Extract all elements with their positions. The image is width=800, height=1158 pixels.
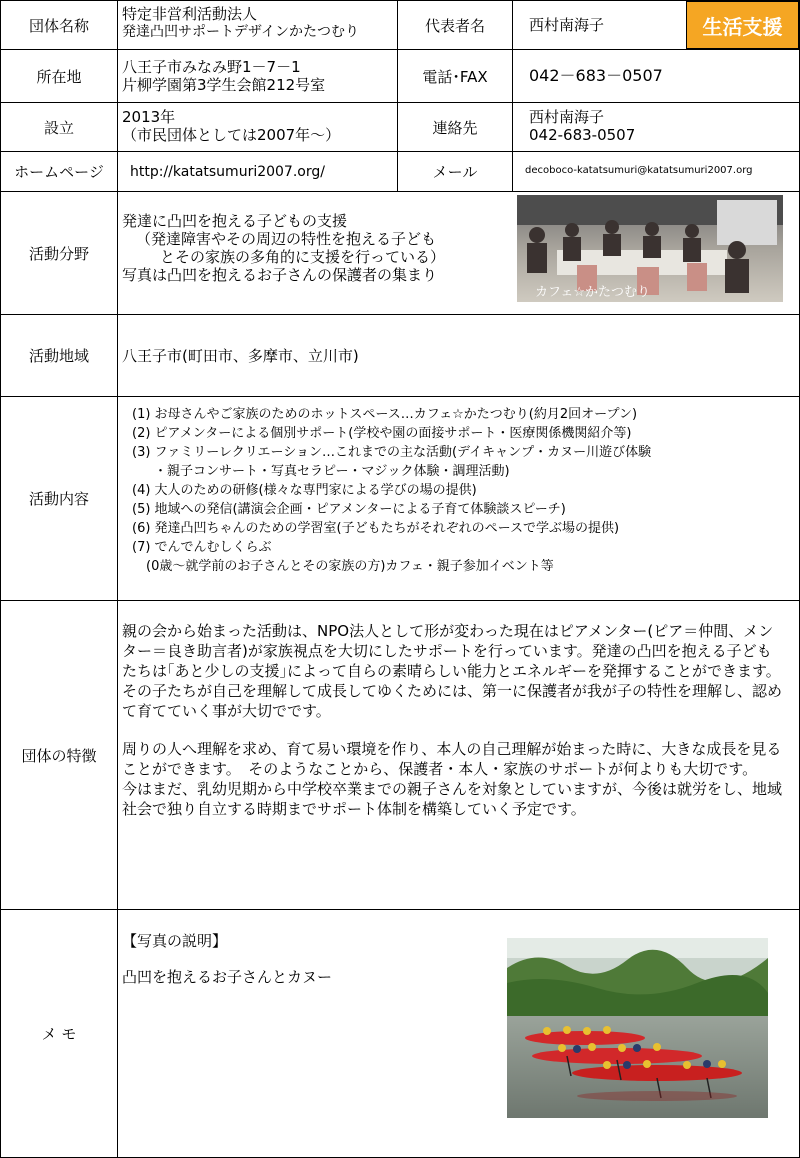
addr-line2: 片柳学園第3学生会館212号室 [122, 76, 326, 94]
content-item: (5) 地域への発信(講演会企画・ピアメンターによる子育て体験談スピーチ) [132, 502, 566, 517]
contact-line2: 042-683-0507 [529, 126, 636, 144]
est-value-cell [117, 102, 398, 152]
contact-label-cell [397, 102, 513, 152]
category-badge: 生活支援 [686, 1, 799, 49]
field-line1: 発達に凸凹を抱える子どもの支援 [122, 212, 348, 230]
field-line3: とその家族の多角的に支援を行っている） [160, 248, 446, 266]
feature-para1: 親の会から始まった活動は、NPO法人として形が変わった現在はピアメンター(ピア＝仲間、メンター＝良き助言者)が家族視点を大切にしたサポートを行っています。発達の凸凹を抱える子どもたちは｢あと少しの支援｣によって自らの素晴らしい能力とエネルギーを発揮することができます。その子たちが自己を理解して成長してゆくためには、第一に保護者が我が子の特性を理解し、認めて育てていく事が大切でです。 [122, 622, 783, 720]
name-label: 団体名称 [28, 16, 89, 35]
est-label-cell [0, 102, 118, 152]
content-value-cell [117, 396, 800, 601]
contact-line1: 西村南海子 [529, 108, 605, 126]
est-line1: 2013年 [122, 108, 176, 126]
memo-text: 凸凹を抱えるお子さんとカヌー [122, 968, 333, 986]
feature-value-cell [117, 600, 800, 910]
addr-line1: 八王子市みなみ野1－7－1 [122, 58, 301, 76]
area-value-cell [117, 314, 800, 397]
name-label-cell [0, 0, 118, 50]
memo-heading: 【写真の説明】 [122, 932, 228, 950]
hp-label-cell [0, 151, 118, 192]
mail-label: メール [432, 163, 478, 181]
content-label: 活動内容 [28, 490, 89, 508]
addr-value-cell [117, 49, 398, 103]
memo-label: メ モ [41, 1025, 77, 1043]
canoe-photo [507, 938, 768, 1118]
content-item: (6) 発達凸凹ちゃんのための学習室(子どもたちがそれぞれのペースで学ぶ場の提供) [132, 521, 620, 536]
hp-label: ホームページ [14, 163, 104, 181]
content-item: (1) お母さんやご家族のためのホットスペース…カフェ☆かたつむり(約月2回オープン) [132, 407, 638, 422]
rep-value: 西村南海子 [529, 16, 605, 34]
field-line4: 写真は凸凹を抱えるお子さんの保護者の集まり [122, 266, 438, 284]
content-item: (0歳～就学前のお子さんとその家族の方)カフェ・親子参加イベント等 [146, 559, 554, 574]
mail-label-cell [397, 151, 513, 192]
addr-label-cell [0, 49, 118, 103]
est-line2: （市民団体としては2007年～） [122, 126, 341, 144]
area-value: 八王子市(町田市、多摩市、立川市) [122, 347, 359, 365]
tel-value-cell [512, 49, 800, 103]
addr-label: 所在地 [36, 67, 82, 86]
feature-para3: 今はまだ、乳幼児期から中学校卒業までの親子さんを対象としていますが、今後は就労をし、地域社会で独り自立する時期までサポート体制を構築していく予定です。 [122, 780, 783, 818]
area-label: 活動地域 [28, 347, 89, 365]
content-item: (4) 大人のための研修(様々な専門家による学びの場の提供) [132, 483, 477, 498]
tel-value: 042－683－0507 [529, 66, 663, 85]
field-line2: （発達障害やその周辺の特性を抱える子ども [136, 230, 437, 248]
name-value-cell [117, 0, 398, 50]
tel-label-cell [397, 49, 513, 103]
photo-caption: カフェ☆かたつむり [535, 285, 651, 300]
contact-label: 連絡先 [432, 118, 478, 137]
tel-label: 電話･FAX [422, 67, 488, 86]
name-line1: 特定非営利活動法人 [122, 5, 258, 23]
field-label-cell [0, 191, 118, 315]
field-label: 活動分野 [28, 244, 89, 263]
content-item: (7) でんでんむしくらぶ [132, 540, 272, 555]
feature-label: 団体の特徴 [21, 746, 97, 765]
rep-label: 代表者名 [424, 16, 485, 35]
feature-label-cell [0, 600, 118, 910]
name-line2: 発達凸凹サポートデザインかたつむり [122, 24, 360, 40]
content-label-cell [0, 396, 118, 601]
feature-para2: 周りの人へ理解を求め、育て易い環境を作り、本人の自己理解が始まった時に、大きな成長を見ることができます。 そのようなことから、保護者・本人・家族のサポートが何よりも大切です。 [122, 740, 782, 778]
mail-value-cell [512, 151, 800, 192]
homepage-link[interactable]: http://katatsumuri2007.org/ [130, 164, 325, 180]
contact-value-cell [512, 102, 800, 152]
rep-label-cell [397, 0, 513, 50]
content-item: (3) ファミリーレクリエーション…これまでの主な活動(デイキャンプ・カヌー川遊び体験 [132, 445, 652, 460]
memo-label-cell [0, 909, 118, 1158]
cafe-meeting-photo [517, 195, 783, 302]
content-item: ・親子コンサート・写真セラピー・マジック体験・調理活動) [154, 464, 510, 479]
area-label-cell [0, 314, 118, 397]
est-label: 設立 [43, 118, 74, 137]
email-link[interactable]: decoboco-katatsumuri@katatsumuri2007.org [525, 165, 753, 176]
hp-value-cell [117, 151, 398, 192]
content-item: (2) ピアメンターによる個別サポート(学校や園の面接サポート・医療関係機関紹介等) [132, 426, 632, 441]
